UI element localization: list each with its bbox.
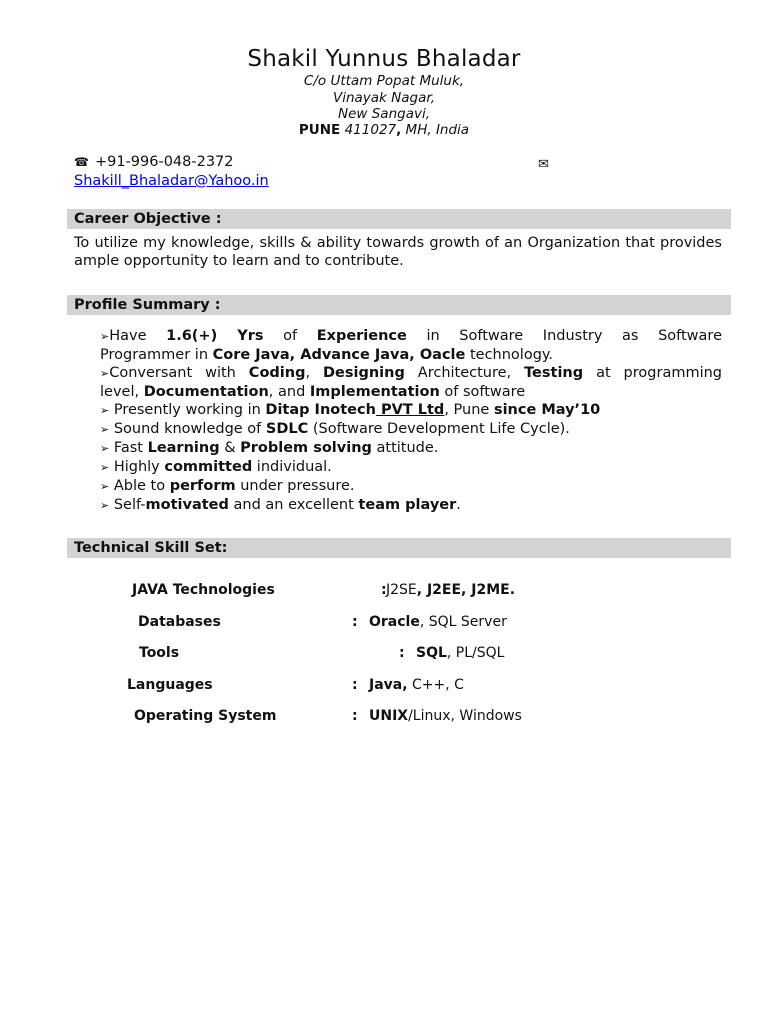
address-line-3: New Sangavi, (337, 106, 430, 122)
address-separator: , (396, 122, 402, 138)
phone-number: +91-996-048-2372 (94, 154, 234, 170)
skill-value: UNIX/Linux, Windows (369, 708, 522, 724)
profile-summary-heading: Profile Summary : (67, 295, 731, 315)
skill-colon: : (352, 614, 358, 630)
skill-label: Tools (139, 645, 180, 661)
address-line-4 (0, 122, 768, 139)
skill-value: Java, C++, C (369, 677, 464, 693)
skill-label: Databases (138, 614, 221, 630)
list-item: ➢Conversant with Coding, Designing Architecture, Testing at programming level, Documentation, and Implementation of software (100, 365, 723, 400)
address-city: PUNE (298, 122, 341, 138)
candidate-name: Shakil Yunnus Bhaladar (247, 46, 521, 72)
list-item: ➢ Self-motivated and an excellent team player. (100, 497, 461, 513)
arrow-bullet-icon: ➢ (100, 442, 110, 455)
arrow-bullet-icon: ➢ (100, 480, 110, 493)
address-line-2: Vinayak Nagar, (332, 90, 435, 106)
list-item: ➢Have 1.6(+) Yrs of Experience in Software Industry as Software Programmer in Core Java, Advance Java, Oacle technology. (100, 328, 722, 363)
career-objective-heading: Career Objective : (67, 209, 731, 229)
skill-value: J2SE, J2EE, J2ME. (386, 582, 516, 598)
list-item: ➢ Highly committed individual. (100, 459, 332, 475)
arrow-bullet-icon: ➢ (100, 330, 110, 343)
email-link[interactable]: Shakill_Bhaladar@Yahoo.in (74, 173, 269, 189)
career-objective-text: To utilize my knowledge, skills & ability towards growth of an Organization that provides ample opportunity to learn and to contribute. (74, 235, 722, 269)
skill-label: JAVA Technologies (132, 582, 275, 598)
skill-label: Languages (127, 677, 213, 693)
skill-label: Operating System (134, 708, 277, 724)
profile-summary-list (100, 327, 722, 515)
phone-line (74, 154, 234, 170)
address-rest: MH, India (401, 122, 470, 138)
phone-icon: ☎ (74, 155, 89, 169)
arrow-bullet-icon: ➢ (100, 499, 110, 512)
arrow-bullet-icon: ➢ (100, 404, 110, 417)
skill-value: Oracle, SQL Server (369, 614, 507, 630)
skill-colon: : (352, 708, 358, 724)
mail-icon: ✉ (538, 157, 549, 172)
technical-skills-heading: Technical Skill Set: (67, 538, 731, 558)
list-item: ➢ Presently working in Ditap Inotech PVT Ltd, Pune since May’10 (100, 402, 601, 418)
arrow-bullet-icon: ➢ (100, 461, 110, 474)
skill-colon: : (381, 582, 387, 598)
arrow-bullet-icon: ➢ (100, 367, 110, 380)
list-item: ➢ Able to perform under pressure. (100, 478, 355, 494)
arrow-bullet-icon: ➢ (100, 423, 110, 436)
skill-colon: : (352, 677, 358, 693)
list-item: ➢ Fast Learning & Problem solving attitude. (100, 440, 439, 456)
address-line-1: C/o Uttam Popat Muluk, (303, 73, 465, 89)
list-item: ➢ Sound knowledge of SDLC (Software Development Life Cycle). (100, 421, 570, 437)
skill-value: SQL, PL/SQL (416, 645, 505, 661)
skill-colon: : (399, 645, 405, 661)
address-pin: 411027 (340, 122, 397, 138)
